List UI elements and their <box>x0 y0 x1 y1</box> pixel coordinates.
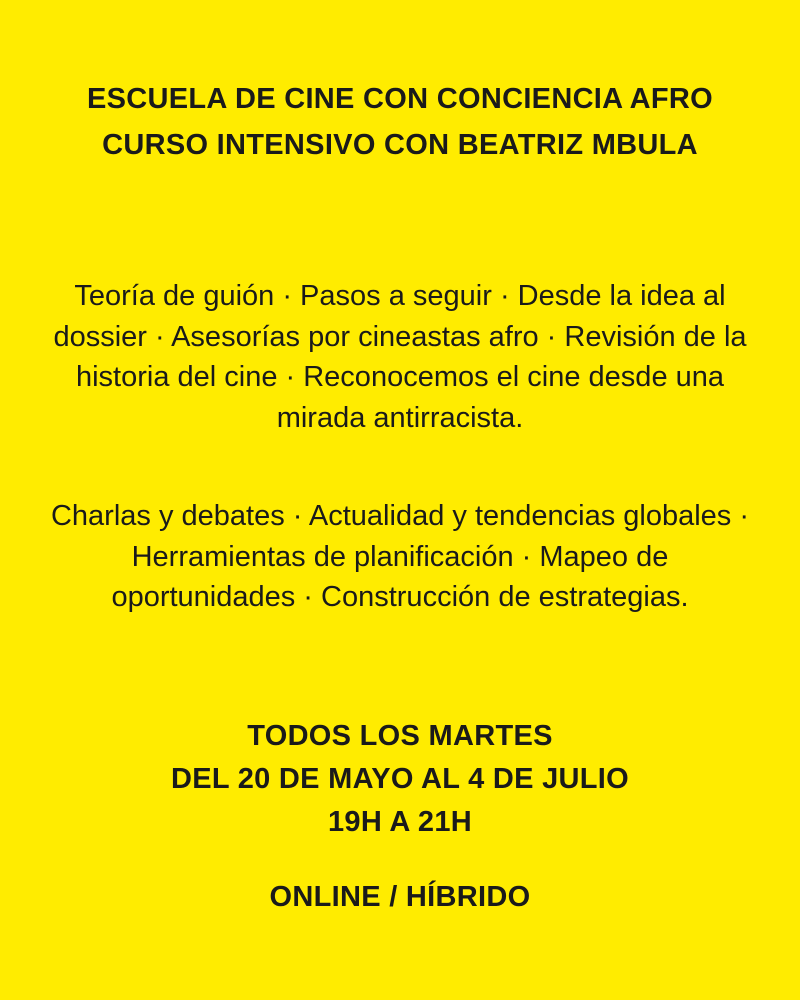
course-activities-paragraph: Charlas y debates · Actualidad y tendencias globales · Herramientas de planificación · Mapeo de oportunidades · Construcción de estrategias. <box>50 500 750 613</box>
schedule-time: 19H A 21H <box>327 806 472 838</box>
schedule-days: TODOS LOS MARTES <box>247 720 553 752</box>
schedule-dates: DEL 20 DE MAYO AL 4 DE JULIO <box>170 763 630 795</box>
schedule-block <box>0 715 800 844</box>
modality-label: ONLINE / HÍBRIDO <box>269 881 531 913</box>
course-topics-paragraph: Teoría de guión · Pasos a seguir · Desde la idea al dossier · Asesorías por cineastas afro · Revisión de la historia del cine · Reconocemos el cine desde una mirada antirracista. <box>53 280 747 434</box>
course-title: CURSO INTENSIVO CON BEATRIZ MBULA <box>102 129 698 161</box>
school-title: ESCUELA DE CINE CON CONCIENCIA AFRO <box>87 83 713 115</box>
